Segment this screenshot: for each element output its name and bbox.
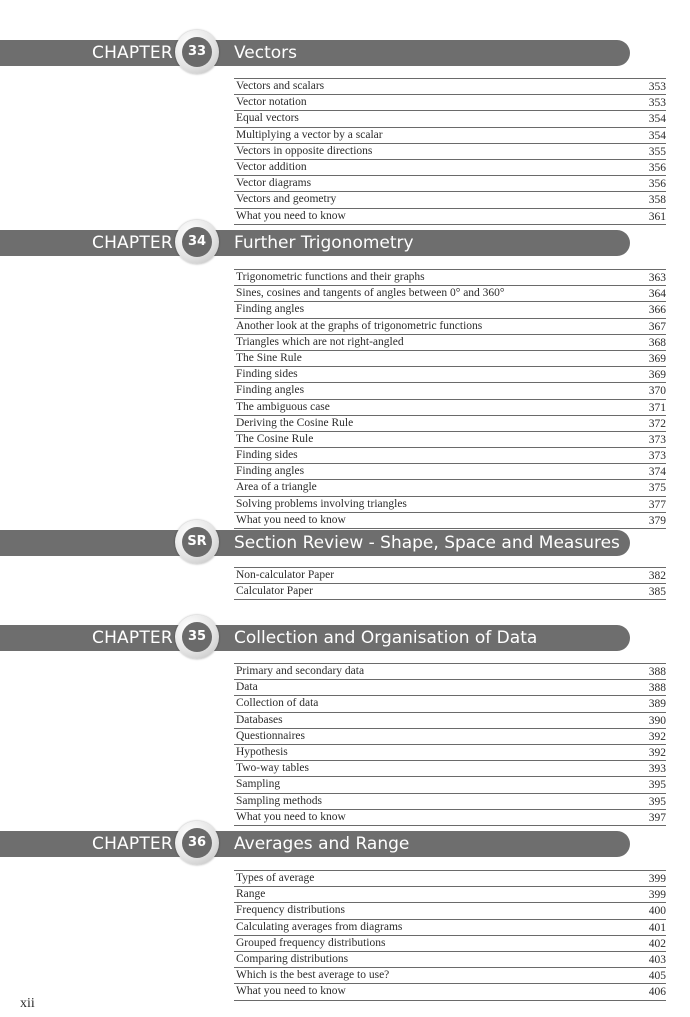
entry-title: What you need to know [236, 810, 346, 823]
contents-entry [234, 285, 666, 301]
chapter-number: 36 [182, 828, 212, 858]
entry-title: Sines, cosines and tangents of angles between 0° and 360° [236, 287, 505, 300]
entry-title: Primary and secondary data [236, 665, 365, 677]
chapter-label: CHAPTER [92, 233, 173, 253]
contents-entry [234, 479, 666, 495]
entry-page: 377 [648, 498, 666, 511]
chapter-number-badge [175, 821, 219, 865]
entry-page: 400 [648, 905, 666, 918]
entry-title: Two-way tables [236, 762, 309, 775]
contents-entry [234, 447, 666, 463]
entry-page: 356 [648, 161, 666, 174]
contents-list [234, 269, 666, 529]
contents-entry [234, 269, 666, 285]
chapter-banner [0, 530, 630, 556]
contents-list [234, 78, 666, 225]
entry-title: Sampling methods [236, 794, 322, 807]
chapter-label: CHAPTER [92, 628, 173, 648]
entry-page: 354 [648, 113, 666, 126]
entry-title: Solving problems involving triangles [236, 497, 407, 510]
contents-entry [234, 175, 666, 191]
entry-title: Finding angles [236, 303, 305, 316]
contents-entry [234, 712, 666, 728]
contents-entry [234, 366, 666, 382]
contents-entry [234, 983, 666, 1000]
entry-title: Finding sides [236, 449, 298, 462]
entry-title: The ambiguous case [236, 400, 330, 413]
chapter-label: CHAPTER [92, 834, 173, 854]
entry-title: Calculating averages from diagrams [236, 920, 403, 933]
entry-title: Vector addition [236, 160, 307, 173]
entry-page: 395 [648, 779, 666, 792]
entry-page: 388 [648, 666, 666, 678]
entry-page: 353 [648, 81, 666, 93]
contents-entry [234, 663, 666, 679]
contents-list [234, 567, 666, 600]
chapter-title: Further Trigonometry [234, 233, 414, 253]
entry-title: Vectors in opposite directions [236, 144, 373, 157]
chapter-number: 34 [182, 227, 212, 257]
entry-title: Vectors and scalars [236, 80, 325, 92]
contents-entry [234, 208, 666, 225]
contents-entry [234, 127, 666, 143]
entry-page: 375 [648, 482, 666, 495]
entry-title: Triangles which are not right-angled [236, 335, 404, 348]
contents-entry [234, 793, 666, 809]
contents-entry [234, 382, 666, 398]
contents-entry [234, 870, 666, 886]
contents-entry [234, 760, 666, 776]
entry-page: 374 [648, 466, 666, 479]
contents-entry [234, 583, 666, 600]
entry-title: The Sine Rule [236, 351, 302, 364]
contents-entry [234, 935, 666, 951]
entry-page: 373 [648, 433, 666, 446]
chapter-title: Vectors [234, 43, 298, 63]
contents-entry [234, 94, 666, 110]
chapter-number: 33 [182, 37, 212, 67]
contents-entry [234, 809, 666, 826]
contents-entry [234, 902, 666, 918]
entry-title: Vector diagrams [236, 177, 312, 190]
entry-page: 355 [648, 145, 666, 158]
contents-entry [234, 744, 666, 760]
entry-page: 363 [648, 272, 666, 284]
entry-page: 392 [648, 730, 666, 743]
entry-page: 397 [648, 811, 666, 824]
contents-entry [234, 431, 666, 447]
contents-entry [234, 415, 666, 431]
contents-entry [234, 967, 666, 983]
entry-page: 367 [648, 320, 666, 333]
chapter-number: SR [182, 527, 212, 557]
contents-entry [234, 110, 666, 126]
entry-page: 393 [648, 763, 666, 776]
entry-title: Another look at the graphs of trigonometric functions [236, 319, 483, 332]
entry-title: Finding sides [236, 368, 298, 381]
entry-page: 361 [648, 210, 666, 223]
contents-entry [234, 919, 666, 935]
entry-page: 371 [648, 401, 666, 414]
entry-page: 373 [648, 450, 666, 463]
contents-entry [234, 350, 666, 366]
entry-page: 403 [648, 953, 666, 966]
entry-title: Trigonometric functions and their graphs [236, 271, 425, 283]
contents-entry [234, 159, 666, 175]
contents-entry [234, 334, 666, 350]
entry-title: Equal vectors [236, 112, 299, 125]
entry-page: 401 [648, 921, 666, 934]
contents-list [234, 870, 666, 1001]
entry-page: 358 [648, 194, 666, 207]
entry-page: 366 [648, 304, 666, 317]
entry-title: Vectors and geometry [236, 193, 337, 206]
entry-page: 405 [648, 970, 666, 983]
chapter-title: Averages and Range [234, 834, 410, 854]
entry-title: Databases [236, 713, 283, 726]
entry-title: Data [236, 681, 258, 694]
entry-title: Finding angles [236, 465, 305, 478]
entry-title: What you need to know [236, 513, 346, 526]
contents-list [234, 663, 666, 826]
contents-entry [234, 463, 666, 479]
contents-entry [234, 318, 666, 334]
contents-entry [234, 728, 666, 744]
entry-page: 369 [648, 369, 666, 382]
entry-page: 389 [648, 698, 666, 711]
entry-page: 399 [648, 873, 666, 885]
entry-page: 364 [648, 288, 666, 301]
entry-title: Types of average [236, 872, 315, 884]
entry-title: Comparing distributions [236, 952, 349, 965]
entry-title: Which is the best average to use? [236, 969, 390, 982]
contents-entry [234, 695, 666, 711]
entry-title: What you need to know [236, 209, 346, 222]
entry-title: Non-calculator Paper [236, 569, 335, 581]
entry-page: 390 [648, 714, 666, 727]
contents-entry [234, 567, 666, 583]
contents-entry [234, 951, 666, 967]
entry-page: 354 [648, 129, 666, 142]
chapter-label: CHAPTER [92, 43, 173, 63]
entry-title: Deriving the Cosine Rule [236, 416, 354, 429]
chapter-banner [0, 625, 630, 651]
contents-entry [234, 191, 666, 207]
contents-entry [234, 679, 666, 695]
contents-entry [234, 143, 666, 159]
entry-page: 353 [648, 97, 666, 110]
entry-page: 382 [648, 570, 666, 582]
entry-title: Multiplying a vector by a scalar [236, 128, 383, 141]
chapter-number: 35 [182, 622, 212, 652]
chapter-number-badge [175, 30, 219, 74]
entry-title: The Cosine Rule [236, 432, 314, 445]
entry-page: 395 [648, 795, 666, 808]
entry-page: 392 [648, 746, 666, 759]
chapter-number-badge [175, 520, 219, 564]
entry-title: What you need to know [236, 985, 346, 998]
contents-entry [234, 886, 666, 902]
entry-title: Frequency distributions [236, 904, 345, 917]
page-number: xii [20, 996, 35, 1011]
contents-entry [234, 512, 666, 529]
entry-page: 385 [648, 586, 666, 599]
chapter-banner [0, 230, 630, 256]
entry-title: Hypothesis [236, 745, 288, 758]
chapter-title: Section Review - Shape, Space and Measures [234, 533, 620, 553]
entry-title: Questionnaires [236, 729, 305, 742]
entry-page: 399 [648, 889, 666, 902]
entry-title: Sampling [236, 778, 281, 791]
chapter-title: Collection and Organisation of Data [234, 628, 538, 648]
contents-entry [234, 78, 666, 94]
entry-title: Finding angles [236, 384, 305, 397]
entry-page: 372 [648, 417, 666, 430]
entry-title: Range [236, 888, 266, 901]
entry-page: 402 [648, 937, 666, 950]
entry-title: Calculator Paper [236, 585, 313, 598]
entry-page: 369 [648, 352, 666, 365]
entry-page: 388 [648, 682, 666, 695]
entry-title: Vector notation [236, 96, 307, 109]
entry-title: Grouped frequency distributions [236, 936, 386, 949]
entry-title: Area of a triangle [236, 481, 317, 494]
chapter-number-badge [175, 615, 219, 659]
entry-page: 379 [648, 514, 666, 527]
entry-page: 356 [648, 178, 666, 191]
contents-entry [234, 399, 666, 415]
contents-entry [234, 776, 666, 792]
entry-title: Collection of data [236, 697, 319, 710]
entry-page: 370 [648, 385, 666, 398]
contents-entry [234, 301, 666, 317]
chapter-number-badge [175, 220, 219, 264]
contents-entry [234, 496, 666, 512]
chapter-banner [0, 831, 630, 857]
entry-page: 406 [648, 986, 666, 999]
entry-page: 368 [648, 336, 666, 349]
chapter-banner [0, 40, 630, 66]
